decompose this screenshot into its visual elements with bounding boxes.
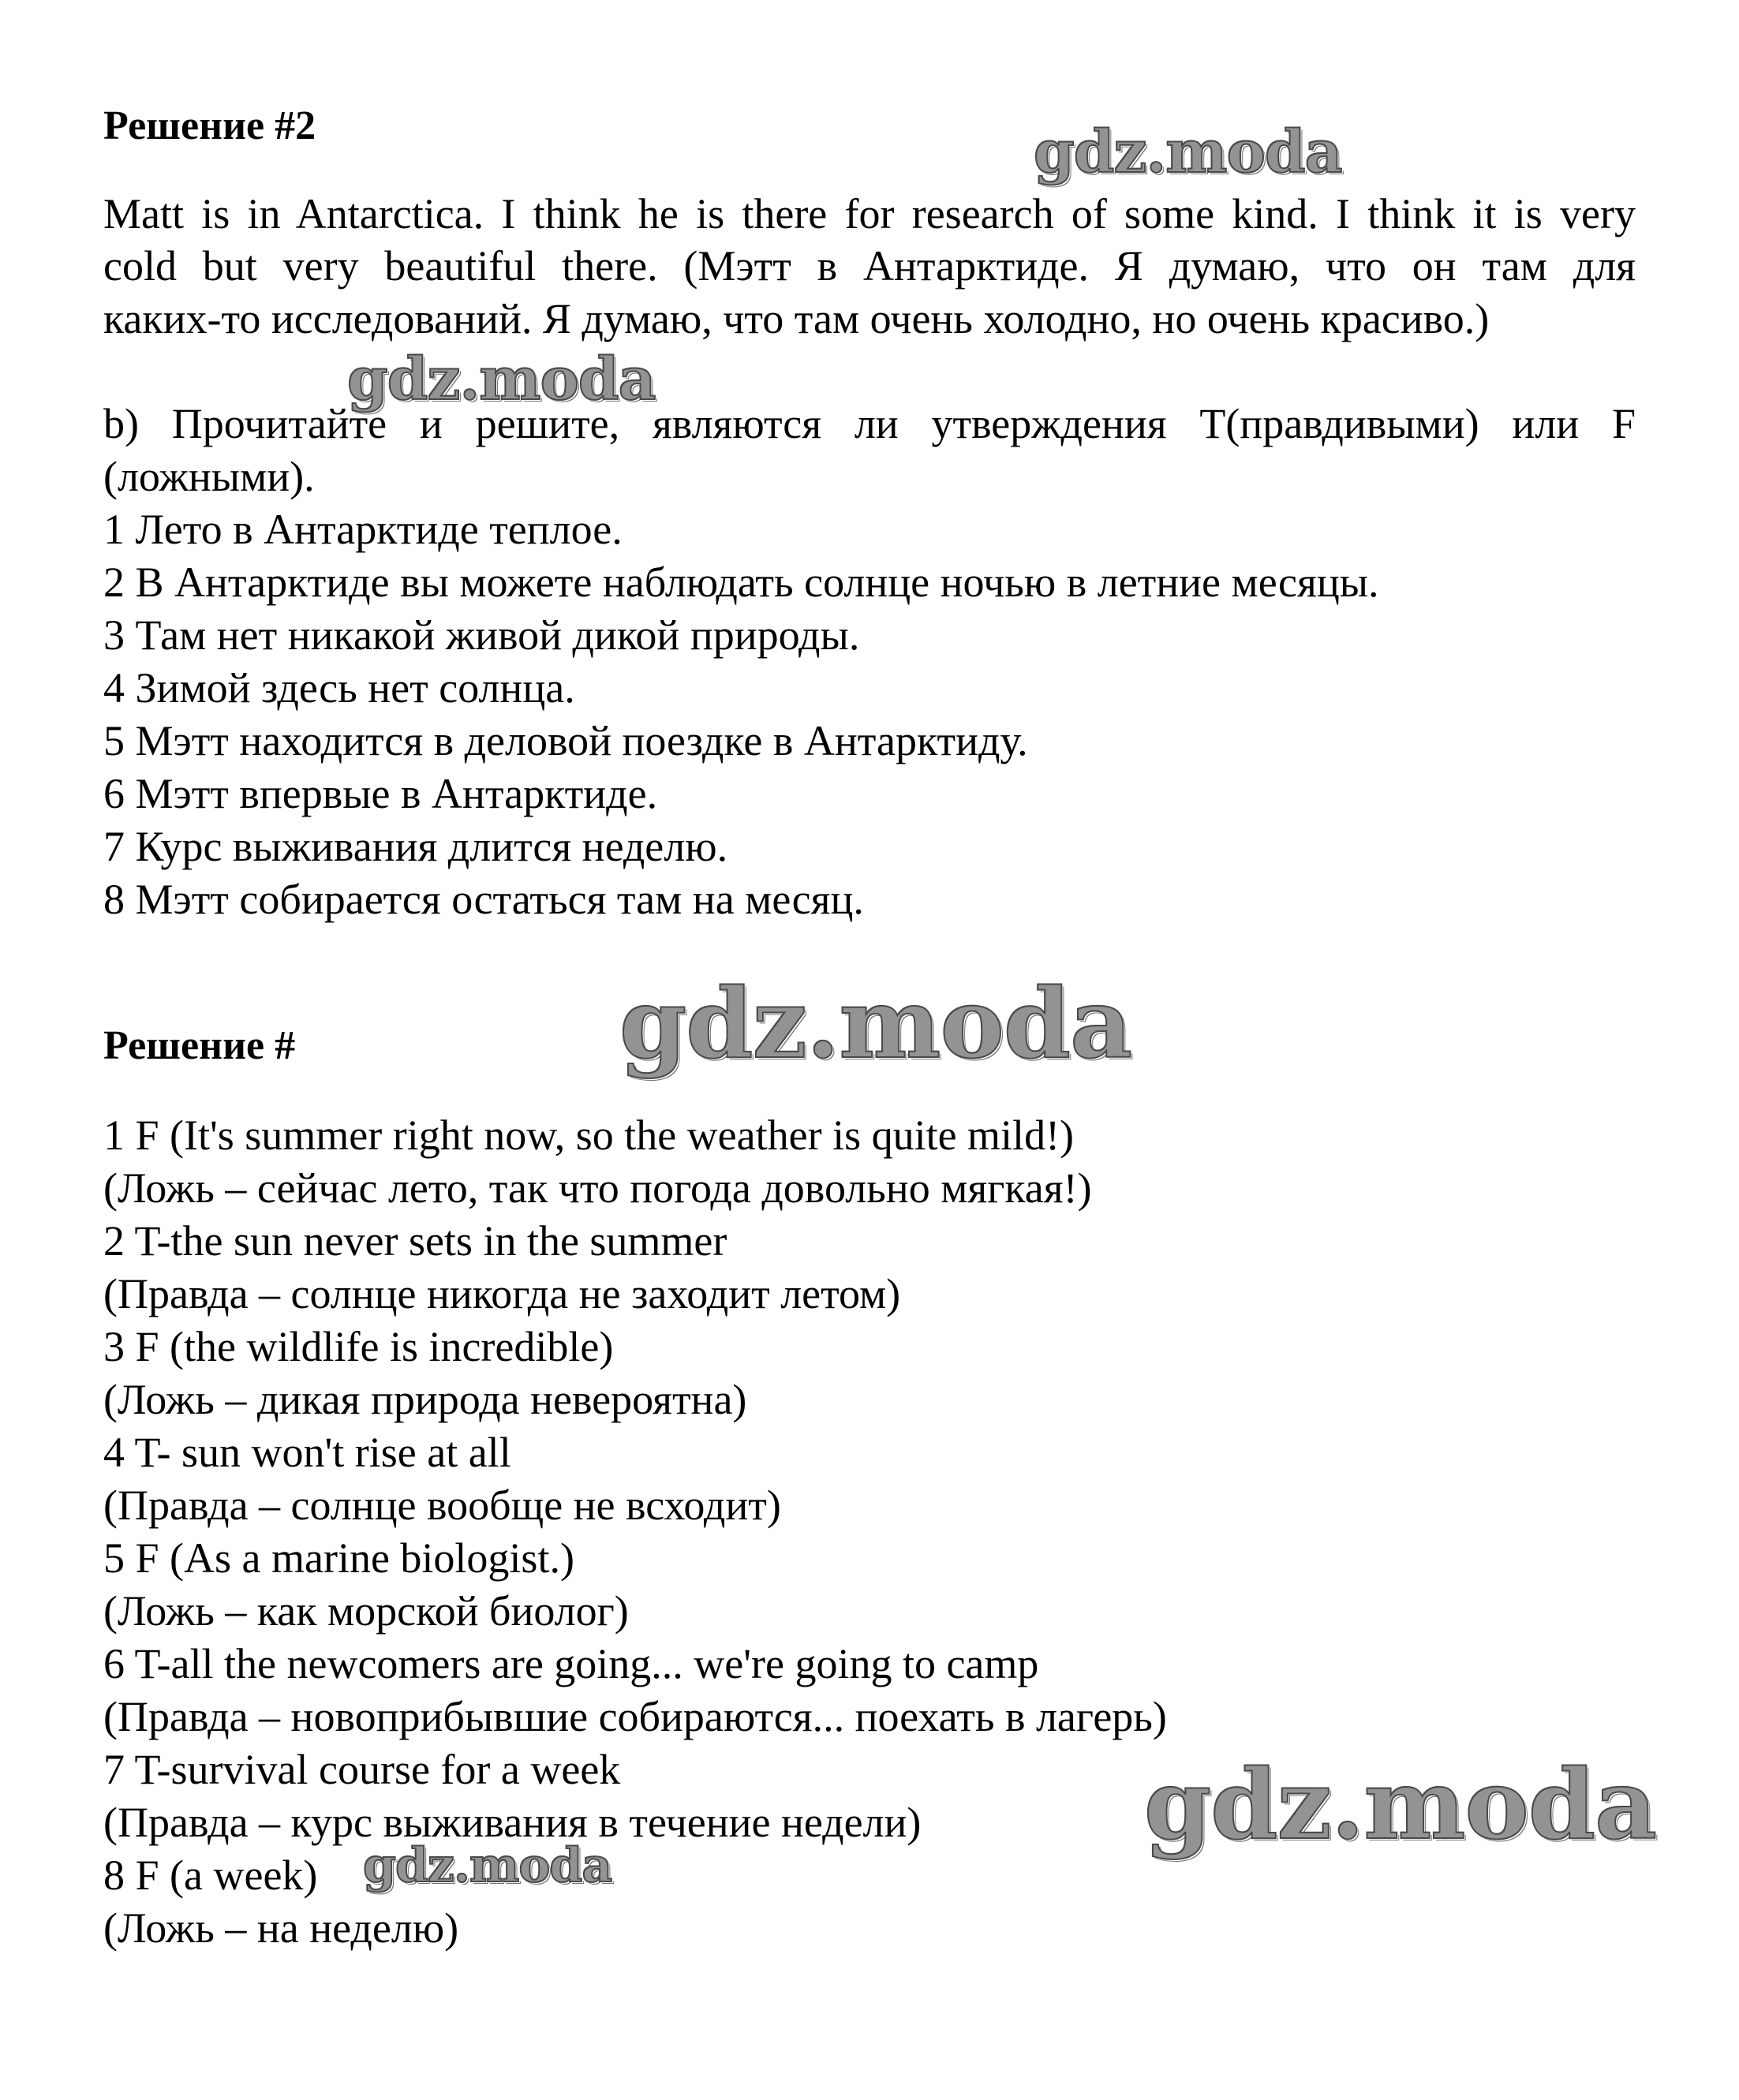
task-b-line-1: b) Прочитайте и решите, являются ли утверждения Т(правдивыми) или F (103, 400, 1636, 447)
answer-line-11: 6 T-all the newcomers are going... we're going to camp (103, 1640, 1039, 1687)
statement-2: 2 В Антарктиде вы можете наблюдать солнце ночью в летние месяцы. (103, 559, 1379, 606)
answer-line-14: (Правда – курс выживания в течение недели) (103, 1799, 922, 1846)
watermark-logo: gdz.moda (347, 346, 656, 413)
paragraph-line-2: cold but very beautiful there. (Мэтт в Антарктиде. Я думаю, что он там для (103, 242, 1636, 290)
statement-4: 4 Зимой здесь нет солнца. (103, 664, 575, 712)
task-b-line-2: (ложными). (103, 453, 315, 500)
statement-5: 5 Мэтт находится в деловой поездке в Антарктиду. (103, 717, 1028, 764)
watermark-logo: gdz.moda (363, 1838, 612, 1893)
statement-1: 1 Лето в Антарктиде теплое. (103, 506, 623, 553)
answer-line-15: 8 F (a week) (103, 1852, 318, 1899)
answer-line-3: 2 T-the sun never sets in the summer (103, 1217, 727, 1265)
answer-line-10: (Ложь – как морской биолог) (103, 1587, 629, 1635)
solution-heading-2: Решение # (103, 1023, 296, 1068)
answer-line-5: 3 F (the wildlife is incredible) (103, 1323, 614, 1370)
answer-line-13: 7 T-survival course for a week (103, 1746, 621, 1793)
paragraph-line-1: Matt is in Antarctica. I think he is there for research of some kind. I think it is very (103, 190, 1636, 237)
paragraph-line-3: каких-то исследований. Я думаю, что там очень холодно, но очень красиво.) (103, 295, 1490, 342)
answer-line-4: (Правда – солнце никогда не заходит летом) (103, 1270, 901, 1317)
answer-line-6: (Ложь – дикая природа невероятна) (103, 1376, 747, 1423)
answer-line-12: (Правда – новоприбывшие собираются... поехать в лагерь) (103, 1693, 1167, 1740)
answer-line-9: 5 F (As a marine biologist.) (103, 1534, 574, 1582)
answer-line-2: (Ложь – сейчас лето, так что погода довольно мягкая!) (103, 1164, 1092, 1212)
solution-heading-1: Решение #2 (103, 103, 316, 148)
answer-line-7: 4 T- sun won't rise at all (103, 1429, 511, 1476)
statement-8: 8 Мэтт собирается остаться там на месяц. (103, 876, 864, 923)
statement-7: 7 Курс выживания длится неделю. (103, 823, 728, 870)
statement-6: 6 Мэтт впервые в Антарктиде. (103, 770, 658, 817)
watermark-logo: gdz.moda (619, 966, 1132, 1080)
answer-line-16: (Ложь – на неделю) (103, 1904, 459, 1952)
answer-line-1: 1 F (It's summer right now, so the weather is quite mild!) (103, 1112, 1075, 1159)
statement-3: 3 Там нет никакой живой дикой природы. (103, 611, 860, 659)
watermark-logo: gdz.moda (1144, 1747, 1657, 1861)
answer-line-8: (Правда – солнце вообще не всходит) (103, 1482, 781, 1529)
watermark-logo: gdz.moda (1034, 118, 1342, 186)
